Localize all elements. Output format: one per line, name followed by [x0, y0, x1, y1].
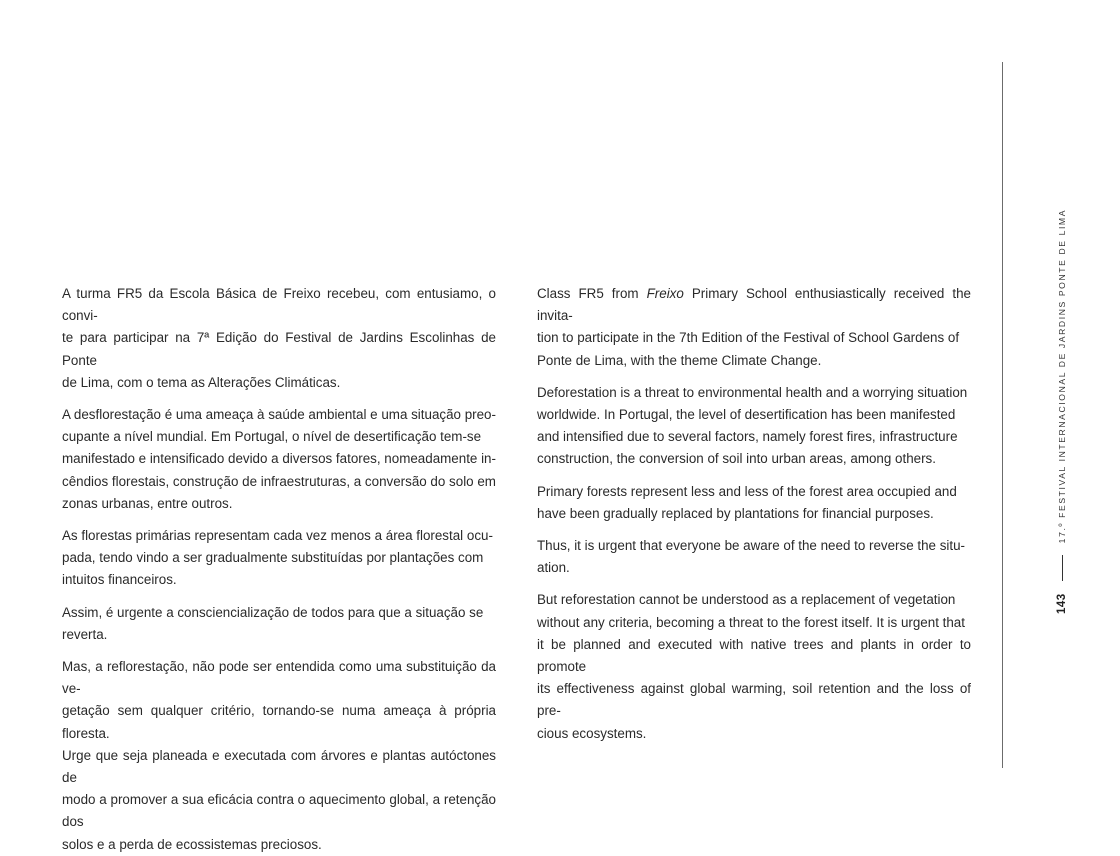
- portuguese-text-column: [62, 283, 496, 856]
- side-divider-line: [1002, 62, 1003, 768]
- festival-title: 17.º FESTIVAL INTERNACIONAL DE JARDINS PONTE DE LIMA: [1057, 208, 1067, 544]
- en-paragraph-2: Deforestation is a threat to environmental health and a worrying situation worldwide. In Portugal, the level of desertification has been manifested and intensified due to several factors, namely forest fires, infrastructure construction, the conversion of soil into urban areas, among others.: [537, 384, 968, 467]
- en-intro-rest: Primary School enthusiastically received the invita- tion to participate in the 7th Edition of the Festival of School Gardens of Ponte de Lima, with the theme Climate Change.: [537, 286, 971, 368]
- en-paragraph-1: [537, 283, 971, 372]
- school-name-italic: Freixo: [646, 286, 684, 301]
- en-paragraph-4: Thus, it is urgent that everyone be aware of the need to reverse the situ- ation.: [537, 538, 965, 576]
- pt-paragraph-1: A turma FR5 da Escola Básica de Freixo recebeu, com entusiamo, o convi- te para participar na 7ª Edição do Festival de Jardins Escolinhas de Ponte de Lima, com o tema as Alterações Climáticas.: [62, 286, 496, 390]
- pt-paragraph-3: As florestas primárias representam cada vez menos a área florestal ocu- pada, tendo vindo a ser gradualmente substituídas por plantações com intuitos financeiros.: [62, 528, 493, 588]
- running-head: [1054, 194, 1070, 614]
- en-paragraph-3: Primary forests represent less and less of the forest area occupied and have been gradually replaced by plantations for financial purposes.: [537, 483, 957, 521]
- page-number: 143: [1056, 593, 1068, 614]
- running-head-rotated: [1054, 209, 1070, 614]
- en-paragraph-5: But reforestation cannot be understood as a replacement of vegetation without any criteria, becoming a threat to the forest itself. It is urgent that it be planned and executed with native trees and plants in order to promote its effectiveness against global warming, soil retention and the loss of pre- cious ecosystems.: [537, 592, 971, 741]
- en-intro-start: Class FR5 from: [537, 286, 647, 301]
- pt-paragraph-5: Mas, a reflorestação, não pode ser entendida como uma substituição da ve- getação sem qualquer critério, tornando-se numa ameaça à própria floresta. Urge que seja planeada e executada com árvores e plantas autóctones de modo a promover a sua eficácia contra o aquecimento global, a retenção dos solos e a perda de ecossistemas preciosos.: [62, 659, 496, 852]
- pt-paragraph-4: Assim, é urgente a consciencialização de todos para que a situação se reverta.: [62, 604, 484, 642]
- running-head-dash: [1062, 555, 1063, 581]
- pt-paragraph-2: A desflorestação é uma ameaça à saúde ambiental e uma situação preo- cupante a nível mundial. Em Portugal, o nível de desertificação tem-se manifestado e intensificado devido a diversos fatores, nomeadamente in- cêndios florestais, construção de infraestruturas, a conversão do solo em zonas urbanas, entre outros.: [62, 407, 496, 511]
- english-text-column: [537, 283, 971, 745]
